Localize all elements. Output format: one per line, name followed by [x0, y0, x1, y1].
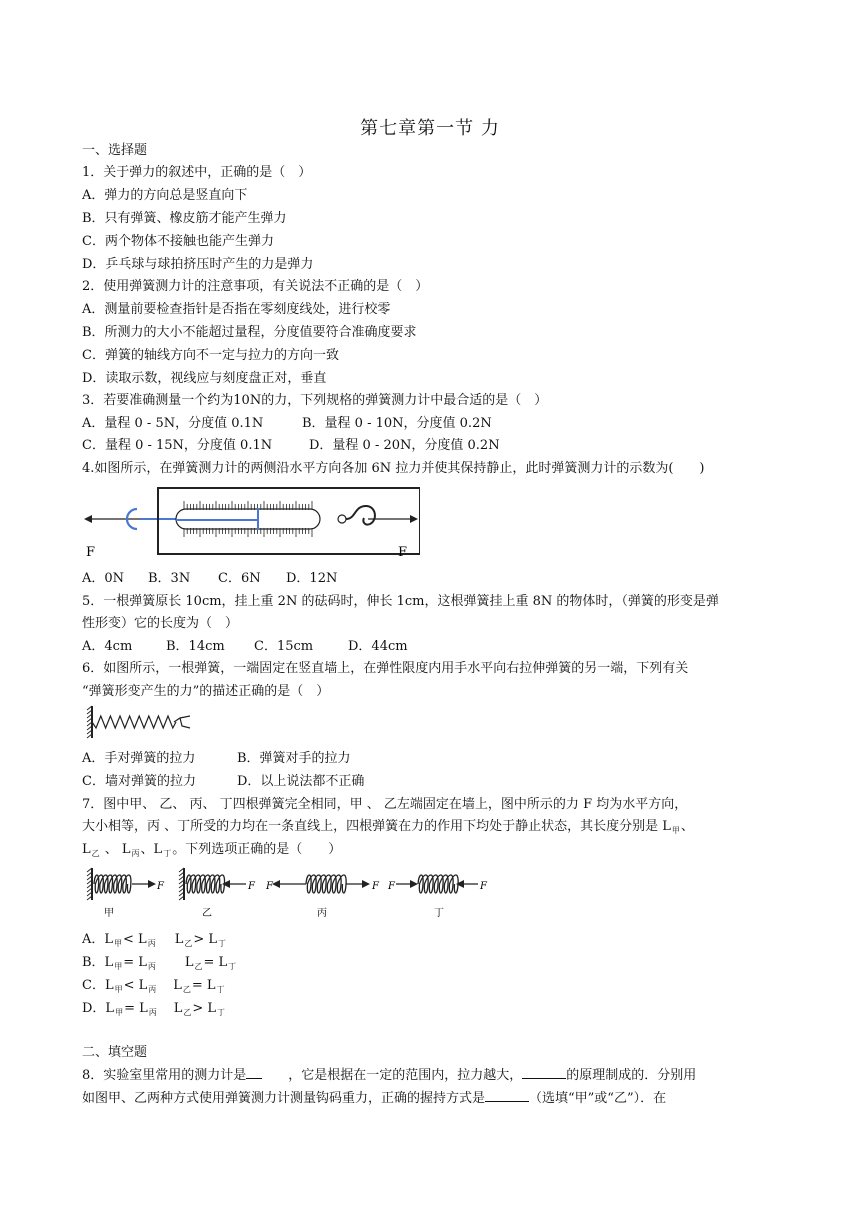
q6-option-a: A．手对弹簧的拉力	[82, 751, 196, 766]
q4-option-c: C．6N	[218, 571, 261, 586]
q8-text: （选填“甲”或“乙”）．在	[529, 1091, 667, 1106]
q7-stem-line1: 7．图中甲、 乙、 丙、 丁四根弹簧完全相同，甲 、 乙左端固定在墙上，图中所示的力 F 均为水平方向，	[82, 797, 688, 812]
stretched-spring	[92, 716, 176, 728]
q4-option-d: D．12N	[286, 571, 338, 586]
force-label: F	[248, 881, 255, 892]
spring-ding	[387, 875, 488, 919]
q6-stem-line2: “弹簧形变产生的力”的描述正确的是（ ）	[82, 684, 330, 699]
length-symbol: L	[82, 842, 91, 857]
q8-text: 如图甲、乙两种方式使用弹簧测力计测量钩码重力，正确的握持方式是	[82, 1091, 486, 1106]
left-force-label: F	[86, 545, 96, 560]
force-label: F	[372, 881, 379, 892]
spring-yi	[179, 868, 256, 919]
left-arrow-icon	[84, 515, 92, 523]
arrow-icon	[222, 880, 230, 888]
label-bing: 丙	[317, 908, 327, 919]
q7-option-d: D．$L_甲= L$丙 $L_乙> L_丁$	[82, 1001, 226, 1017]
label-jia: 甲	[104, 908, 114, 919]
q2-stem: 2．使用弹簧测力计的注意事项，有关说法不正确的是（ ）	[82, 279, 429, 294]
subscript: 丁	[163, 849, 172, 858]
q8-text: 8．实验室里常用的测力计是	[82, 1068, 247, 1083]
q1-option-c: C．两个物体不接触也能产生弹力	[82, 234, 274, 249]
force-label: F	[266, 881, 273, 892]
q6-stem-line1: 6．如图所示，一根弹簧，一端固定在竖直墙上，在弹性限度内用手水平向右拉伸弹簧的另一端，下列有关	[82, 661, 689, 676]
q6-option-b: B．弹簧对手的拉力	[237, 751, 351, 766]
q4-option-a: A．0N	[82, 571, 125, 586]
right-arrow-icon	[410, 515, 418, 523]
q6-option-c: C．墙对弹簧的拉力	[82, 774, 196, 789]
q3-options-row2	[82, 437, 500, 455]
q1-stem: 1．关于弹力的叙述中，正确的是（ ）	[82, 165, 312, 180]
q7-stem-line3-tail: 。下列选项正确的是（ ）	[172, 842, 342, 857]
subscript: 丙	[131, 849, 140, 858]
q7-option-c: C．$L_甲< L$丙 $L_乙= L_丁$	[82, 978, 225, 994]
q5-option-b: B．14cm	[166, 639, 225, 654]
q6-options-row2	[82, 773, 364, 791]
answer-blank[interactable]	[246, 1066, 262, 1079]
q7-stem-line2-text: 大小相等，丙 、丁所受的力均在一条直线上，四根弹簧在力的作用下均处于静止状态，其长度分别是 L	[82, 819, 671, 834]
q5-option-c: C．15cm	[254, 639, 314, 654]
spring-scale-figure	[80, 484, 420, 562]
q5-stem-line2: 性形变）它的长度为（ ）	[82, 616, 239, 631]
length-symbol: 、L	[140, 842, 163, 857]
q8-text: 的原理制成的．分别用	[566, 1068, 697, 1083]
force-label: F	[480, 881, 487, 892]
q2-option-b: B．所测力的大小不能超过量程，分度值要符合准确度要求	[82, 325, 417, 340]
q4-stem: 4.如图所示，在弹簧测力计的两侧沿水平方向各加 6N 拉力并使其保持静止，此时弹簧测力计的示数为( )	[82, 461, 705, 476]
spring-jia	[87, 868, 165, 919]
section-heading-choice: 一、选择题	[82, 143, 148, 158]
q1-option-a: A．弹力的方向总是竖直向下	[82, 188, 248, 203]
q6-options-row1	[82, 750, 351, 768]
right-force-label: F	[398, 545, 408, 560]
section-heading-fill: 二、填空题	[82, 1045, 148, 1060]
q7-option-a: A．$L_甲< L$丙 $L_乙> L_丁$	[82, 932, 227, 948]
q3-option-a: A．量程 0 - 5N，分度值 0.1N	[82, 416, 264, 431]
q1-option-d: D．乒乓球与球拍挤压时产生的力是弹力	[82, 257, 314, 272]
q7-stem-line2	[82, 818, 694, 837]
q5-option-d: D．44cm	[348, 639, 408, 654]
page-title: 第七章第一节 力	[360, 118, 500, 139]
label-ding: 丁	[434, 908, 444, 919]
arrow-icon	[148, 880, 156, 888]
four-springs-figure	[84, 862, 494, 922]
q2-option-c: C．弹簧的轴线方向不一定与拉力的方向一致	[82, 348, 339, 363]
q8-line2	[82, 1089, 666, 1108]
hook-ring	[338, 515, 346, 523]
q7-stem-line2-tail: 、	[680, 819, 694, 834]
subscript: 甲	[671, 826, 680, 835]
q3-options-row1	[82, 415, 492, 433]
answer-blank[interactable]	[485, 1089, 529, 1102]
q8-line1	[82, 1066, 696, 1085]
label-yi: 乙	[202, 908, 212, 919]
force-label: F	[388, 881, 395, 892]
force-label: F	[157, 881, 164, 892]
q4-options-row	[82, 570, 337, 588]
spring-bing	[265, 875, 380, 919]
q3-stem: 3．若要准确测量一个约为10N的力，下列规格的弹簧测力计中最合适的是（ ）	[82, 393, 548, 408]
answer-blank[interactable]	[522, 1066, 566, 1079]
q1-option-b: B．只有弹簧、橡皮筋才能产生弹力	[82, 211, 287, 226]
arrow-icon	[272, 880, 280, 888]
q5-option-a: A．4cm	[82, 639, 133, 654]
hand-icon	[174, 716, 190, 728]
length-symbol: 、 L	[100, 842, 131, 857]
q3-option-b: B．量程 0 - 10N，分度值 0.2N	[302, 416, 492, 431]
arrow-icon	[410, 880, 418, 888]
q2-option-d: D．读取示数，视线应与刻度盘正对，垂直	[82, 371, 327, 386]
q3-option-c: C．量程 0 - 15N，分度值 0.1N	[82, 438, 273, 453]
hook-icon	[346, 506, 375, 525]
q6-option-d: D．以上说法都不正确	[237, 774, 365, 789]
q8-text: ，它是根据在一定的范围内，拉力越大，	[288, 1068, 523, 1083]
q3-option-d: D．量程 0 - 20N，分度值 0.2N	[309, 438, 500, 453]
q2-option-a: A．测量前要检查指针是否指在零刻度线处，进行校零	[82, 302, 391, 317]
arrow-icon	[362, 880, 370, 888]
wall-spring-figure	[86, 704, 196, 740]
q5-options-row	[82, 638, 408, 656]
subscript: 乙	[91, 849, 100, 858]
q4-option-b: B．3N	[148, 571, 191, 586]
q7-stem-line3	[82, 841, 341, 860]
q5-stem-line1: 5．一根弹簧原长 10cm，挂上重 2N 的砝码时，伸长 1cm，这根弹簧挂上重 8N 的物体时，（弹簧的形变是弹	[82, 594, 719, 609]
q7-option-b: B．$L_甲= L$丙 $L_乙= L_丁$	[82, 955, 237, 971]
